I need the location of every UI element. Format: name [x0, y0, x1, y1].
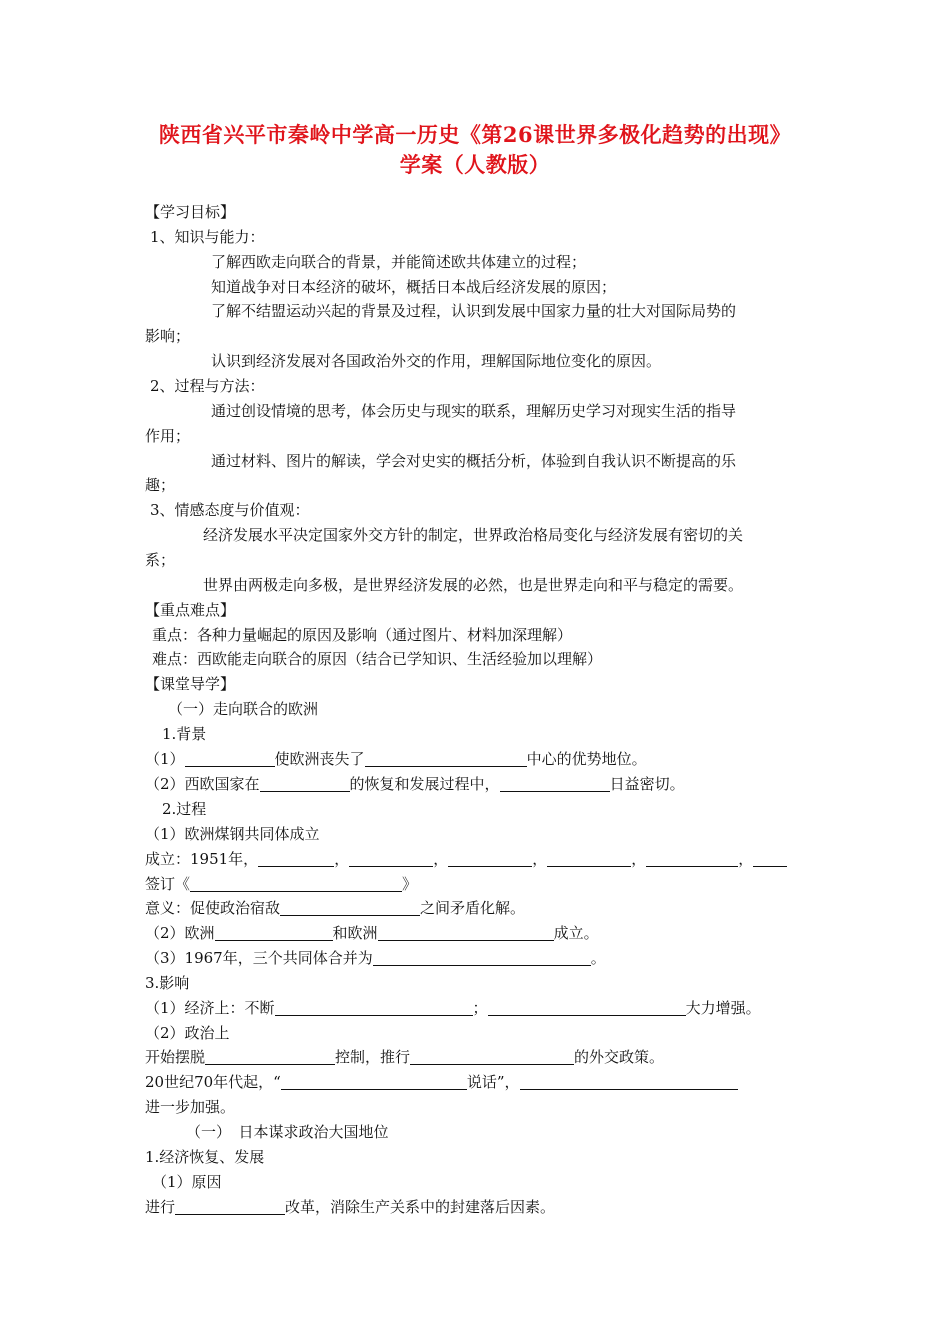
- blank[interactable]: [753, 850, 787, 867]
- values-item-wrap: 系；: [145, 551, 176, 569]
- knowledge-item-wrap: 影响；: [145, 327, 191, 345]
- blank[interactable]: [260, 775, 350, 792]
- fill-blank-line: 进行 改革，消除生产关系中的封建落后因素。: [145, 1198, 556, 1216]
- item-heading: （2）政治上: [145, 1024, 230, 1042]
- blank[interactable]: [190, 875, 402, 892]
- blank[interactable]: [349, 850, 433, 867]
- blank[interactable]: [281, 1073, 467, 1090]
- process-item-wrap: 趣；: [145, 476, 176, 494]
- blank[interactable]: [373, 949, 591, 966]
- blank[interactable]: [258, 850, 334, 867]
- blank[interactable]: [365, 750, 527, 767]
- blank[interactable]: [205, 1048, 335, 1065]
- document-title-line-1: 陕西省兴平市秦岭中学高一历史《第26课世界多极化趋势的出现》: [158, 122, 792, 147]
- key-point: 重点：各种力量崛起的原因及影响（通过图片、材料加深理解）: [152, 626, 573, 644]
- knowledge-item: 认识到经济发展对各国政治外交的作用，理解国际地位变化的原因。: [211, 352, 662, 370]
- fill-blank-line: 签订《 》: [145, 875, 418, 893]
- values-item: 经济发展水平决定国家外交方针的制定，世界政治格局变化与经济发展有密切的关: [203, 526, 744, 544]
- blank[interactable]: [175, 1198, 285, 1215]
- process-item-wrap: 作用；: [145, 427, 191, 445]
- section-heading: （一）走向联合的欧洲: [168, 700, 319, 718]
- guide-heading: 【课堂导学】: [145, 675, 236, 693]
- fill-blank-line: 意义：促使政治宿敌 之间矛盾化解。: [145, 899, 526, 917]
- fill-blank-line: （2）西欧国家在 的恢复和发展过程中， 日益密切。: [145, 775, 685, 793]
- subsection-heading: 1.背景: [162, 725, 207, 743]
- blank[interactable]: [410, 1048, 574, 1065]
- values-heading: 3、情感态度与价值观：: [150, 501, 310, 519]
- blank[interactable]: [185, 750, 275, 767]
- blank[interactable]: [646, 850, 738, 867]
- blank[interactable]: [500, 775, 610, 792]
- blank[interactable]: [215, 924, 333, 941]
- blank[interactable]: [448, 850, 532, 867]
- knowledge-item: 了解不结盟运动兴起的背景及过程，认识到发展中国家力量的壮大对国际局势的: [211, 302, 737, 320]
- fill-blank-line: （3）1967年，三个共同体合并为 。: [145, 949, 606, 967]
- process-heading: 2、过程与方法：: [150, 377, 265, 395]
- knowledge-item: 知道战争对日本经济的破坏，概括日本战后经济发展的原因；: [211, 278, 617, 296]
- fill-blank-line: （1）经济上：不断 ； 大力增强。: [145, 999, 761, 1017]
- blank[interactable]: [520, 1073, 738, 1090]
- key-points-heading: 【重点难点】: [145, 601, 236, 619]
- blank[interactable]: [280, 899, 420, 916]
- section-heading: （一） 日本谋求政治大国地位: [186, 1123, 389, 1141]
- document-title-line-2: 学案（人教版）: [399, 152, 551, 177]
- fill-blank-line: 成立：1951年， ， ， ， ， ，: [145, 848, 787, 870]
- subsection-heading: 1.经济恢复、发展: [145, 1148, 265, 1166]
- subsection-heading: 2.过程: [162, 800, 207, 818]
- blank[interactable]: [378, 924, 554, 941]
- fill-blank-line: （1） 使欧洲丧失了 中心的优势地位。: [145, 750, 647, 768]
- fill-blank-line-wrap: 进一步加强。: [145, 1098, 236, 1116]
- blank[interactable]: [547, 850, 631, 867]
- fill-blank-line: 20世纪70年代起，“ 说话”，: [145, 1071, 738, 1093]
- subsection-heading: 3.影响: [145, 974, 190, 992]
- fill-blank-line: （2）欧洲 和欧洲 成立。: [145, 924, 599, 942]
- item-heading: （1）欧洲煤钢共同体成立: [145, 825, 320, 843]
- values-item: 世界由两极走向多极，是世界经济发展的必然，也是世界走向和平与稳定的需要。: [203, 576, 744, 594]
- difficult-point: 难点：西欧能走向联合的原因（结合已学知识、生活经验加以理解）: [152, 650, 603, 668]
- knowledge-item: 了解西欧走向联合的背景，并能简述欧共体建立的过程；: [211, 253, 587, 271]
- blank[interactable]: [275, 999, 473, 1016]
- item-heading: （1）原因: [152, 1173, 222, 1191]
- objectives-heading: 【学习目标】: [145, 203, 236, 221]
- blank[interactable]: [488, 999, 686, 1016]
- fill-blank-line: 开始摆脱 控制，推行 的外交政策。: [145, 1048, 665, 1066]
- knowledge-heading: 1、知识与能力：: [150, 228, 265, 246]
- process-item: 通过创设情境的思考，体会历史与现实的联系，理解历史学习对现实生活的指导: [211, 402, 737, 420]
- process-item: 通过材料、图片的解读，学会对史实的概括分析，体验到自我认识不断提高的乐: [211, 452, 737, 470]
